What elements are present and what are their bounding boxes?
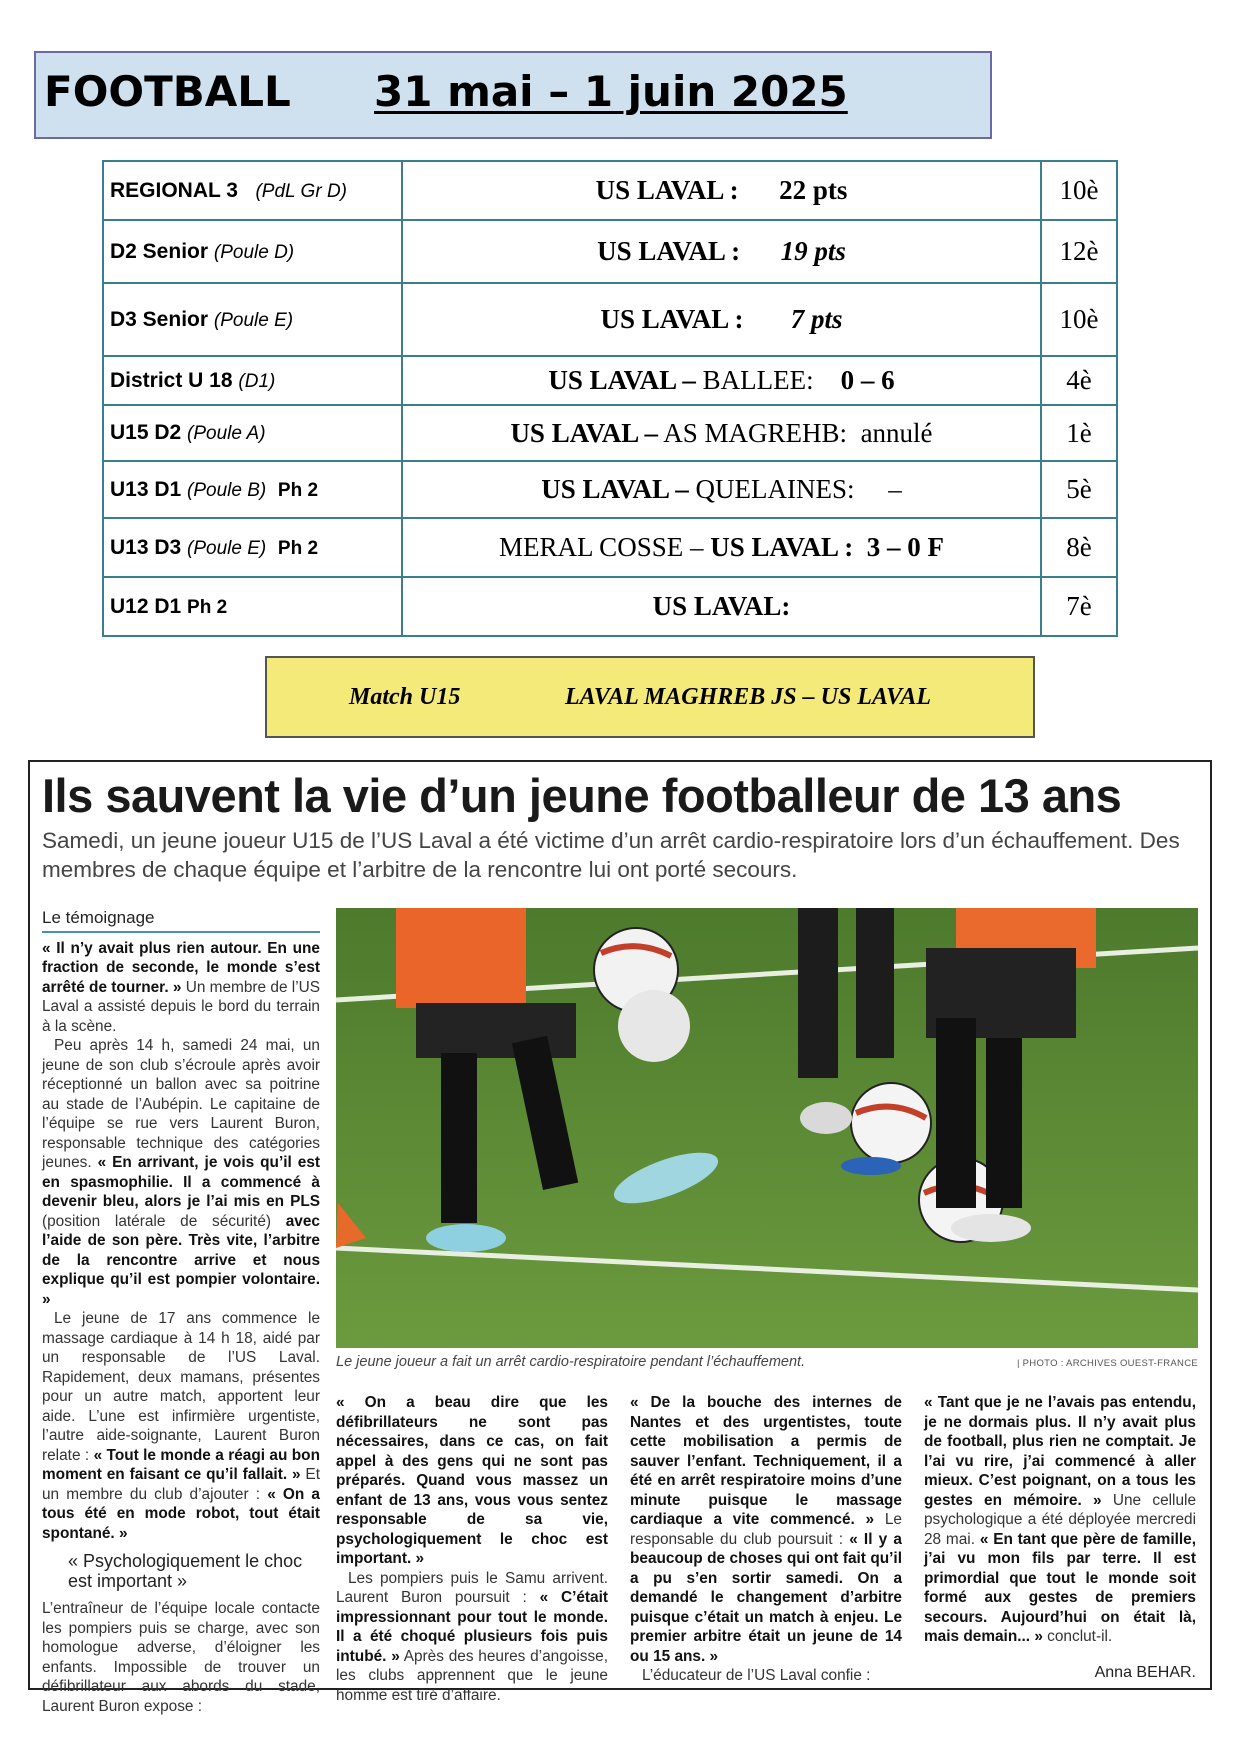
category-cell: D2 Senior (Poule D) [103,220,402,283]
article-headline: Ils sauvent la vie d’un jeune footballeur de 13 ans [42,769,1122,822]
result-cell: US LAVAL – AS MAGREHB: annulé [402,405,1041,461]
table-row [103,518,1117,577]
news-article [28,760,1212,1715]
photo-credit: | PHOTO : ARCHIVES OUEST-FRANCE [1016,1358,1198,1369]
rank-cell: 1è [1041,405,1117,461]
article-photo [336,908,1198,1348]
table-row [103,405,1117,461]
table-row [103,577,1117,636]
category-cell: U12 D1 Ph 2 [103,577,402,636]
table-row [103,161,1117,220]
sport-title: FOOTBALL [44,67,291,116]
result-cell: US LAVAL : 19 pts [402,220,1041,283]
date-range: 31 mai – 1 juin 2025 [374,67,848,116]
result-cell: MERAL COSSE – US LAVAL : 3 – 0 F [402,518,1041,577]
table-row [103,356,1117,405]
category-cell: U13 D1 (Poule B) Ph 2 [103,461,402,518]
result-cell: US LAVAL: [402,577,1041,636]
article-column-4 [924,1393,1196,1647]
youth-football-photo [336,908,1198,1348]
rank-cell: 7è [1041,577,1117,636]
match-teams: LAVAL MAGHREB JS – US LAVAL [565,684,932,710]
result-cell: US LAVAL : 7 pts [402,283,1041,356]
category-cell: REGIONAL 3 (PdL Gr D) [103,161,402,220]
rank-cell: 5è [1041,461,1117,518]
paragraph: L’entraîneur de l’équipe locale contacte les pompiers puis se charge, avec son homologue adverse, d’éloigner les enfants. Impossible de trouver un défibrillateur aux abords du stade, Laurent Buron expose : [42,1600,320,1715]
table-row [103,220,1117,283]
header-banner [34,51,992,139]
category-cell: District U 18 (D1) [103,356,402,405]
paragraph: « On a beau dire que les défibrillateurs ne sont pas nécessaires, dans ce cas, on fait appel à des gens qui ne sont pas préparés. Quand vous massez un enfant de 13 ans, vous vous sentez responsable de sa vie, psychologiquement le choc est important. » [336,1394,608,1567]
rank-cell: 10è [1041,283,1117,356]
result-cell: US LAVAL – BALLEE: 0 – 6 [402,356,1041,405]
match-banner [265,656,1035,738]
result-cell: US LAVAL : 22 pts [402,161,1041,220]
photo-caption: Le jeune joueur a fait un arrêt cardio-respiratoire pendant l’échauffement. [336,1354,806,1370]
category-cell: D3 Senior (Poule E) [103,283,402,356]
page-title [44,67,848,116]
article-standfirst: Samedi, un jeune joueur U15 de l’US Laval a été victime d’un arrêt cardio-respiratoire lors d’un échauffement. Des membres de chaque équipe et l’arbitre de la rencontre lui ont porté secours. [42,828,1180,882]
paragraph: L’éducateur de l’US Laval confie : [642,1667,871,1684]
table-row [103,283,1117,356]
paragraph: « Tant que je ne l’avais pas entendu, je ne dormais plus. Il n’y avait plus de football, plus rien ne comptait. Je l’ai vu rire, j’ai commencé à aller mieux. C’est poignant, on a tous les gestes en mémoire. » Une cellule psychologique a été déployée mercredi 28 mai. « En tant que père de famille, j’ai vu mon fils par terre. Il est primordial que tout le monde soit formé aux gestes de premiers secours. Aujourd’hui on était là, mais demain... » conclut-il. [924,1394,1197,1645]
article-rubric: Le témoignage [42,908,320,933]
paragraph: Peu après 14 h, samedi 24 mai, un jeune de son club s’écroule après avoir réceptionné un ballon avec sa poitrine au stade de l’Aubépin. Le capitaine de l’équipe se rue vers Laurent Buron, responsable technique des catégories jeunes. « En arrivant, je vois qu’il est en spasmophilie. Il a commencé à devenir bleu, alors je l’ai mis en PLS (position latérale de sécurité) avec l’aide de son père. Très vite, l’arbitre de la rencontre arrive et nous explique qu’il est pompier volontaire. » [42,1037,321,1308]
result-cell: US LAVAL – QUELAINES: – [402,461,1041,518]
article-column-1 [42,908,320,1716]
paragraph: « Il n’y avait plus rien autour. En une fraction de seconde, le monde s’est arrêté de tourner. » Un membre de l’US Laval a assisté depuis le bord du terrain à la scène. [42,939,320,1035]
rank-cell: 8è [1041,518,1117,577]
article-column-2 [336,1393,608,1705]
rank-cell: 10è [1041,161,1117,220]
results-body [103,161,1117,636]
rank-cell: 12è [1041,220,1117,283]
match-label: Match U15 [349,684,461,710]
rank-cell: 4è [1041,356,1117,405]
paragraph: Le jeune de 17 ans commence le massage cardiaque à 14 h 18, aidé par un responsable de l’US Laval. Rapidement, deux mamans, présentes pour un autre match, apportent leur aide. L’une est infirmière urgentiste, l’autre aide-soignante, Laurent Buron relate : « Tout le monde a réagi au bon moment en faisant ce qu’il fallait. » Et un membre du club d’ajouter : « On a tous été en mode robot, tout était spontané. » [42,1310,320,1542]
table-row [103,461,1117,518]
article-column-3 [630,1393,902,1686]
article-subhead: « Psychologiquement le choc est important » [68,1551,303,1591]
results-table [102,160,1118,637]
category-cell: U15 D2 (Poule A) [103,405,402,461]
article-author: Anna BEHAR. [1094,1664,1196,1681]
paragraph: « De la bouche des internes de Nantes et des urgentistes, toute cette mobilisation a permis de sauver l’enfant. Techniquement, il a été en arrêt respiratoire moins d’une minute puisque le massage cardiaque a vite commencé. » Le responsable du club poursuit : « Il y a beaucoup de choses qui ont fait qu’il a pu s’en sortir samedi. On a demandé le changement d’arbitre puisque c’était un match à enjeu. Le premier arbitre était un jeune de 14 ou 15 ans. » [630,1394,902,1665]
paragraph: Les pompiers puis le Samu arrivent. Laurent Buron poursuit : « C’était impressionnant pour tout le monde. Il a été choqué plusieurs fois puis intubé. » Après des heures d’angoisse, les clubs apprennent que le jeune homme est tiré d’affaire. [336,1569,608,1704]
category-cell: U13 D3 (Poule E) Ph 2 [103,518,402,577]
